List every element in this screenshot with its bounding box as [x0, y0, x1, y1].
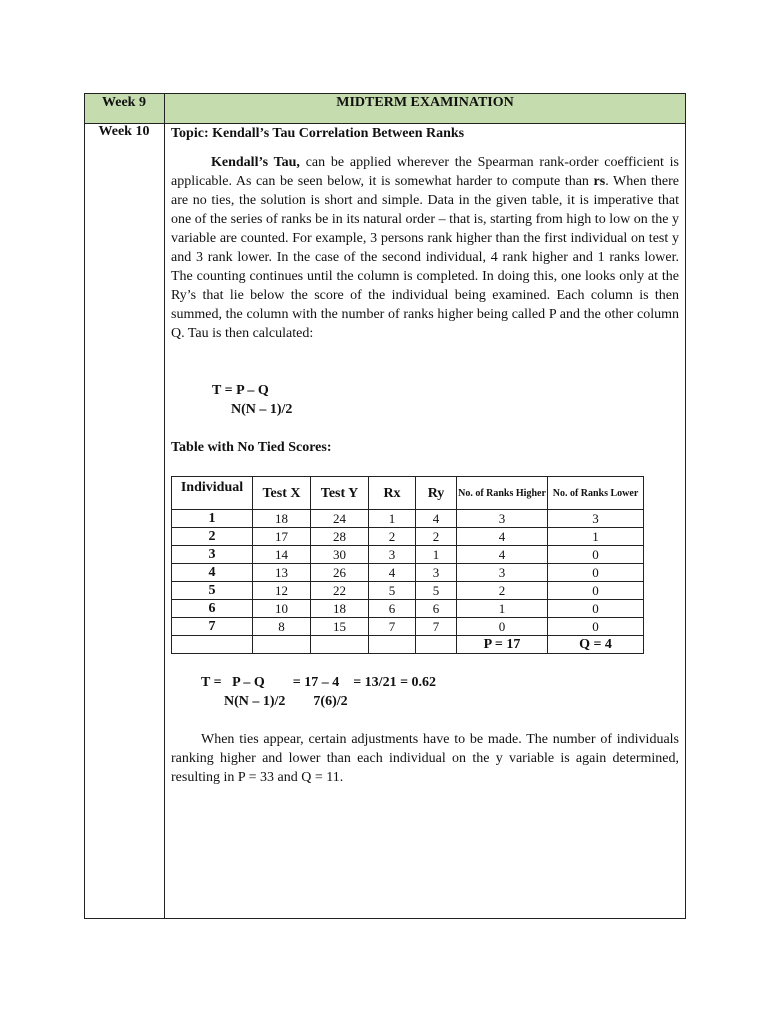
formula2-line1: T = P – Q = 17 – 4 = 13/21 = 0.62 [201, 675, 437, 690]
table-cell: 1 [369, 510, 416, 528]
total-cell [253, 636, 311, 654]
table-cell: 7 [416, 618, 457, 636]
table-cell: 5 [416, 582, 457, 600]
table-cell: 3 [369, 546, 416, 564]
q-total: Q = 4 [548, 636, 644, 654]
individual-cell: 5 [172, 582, 253, 600]
individual-cell: 4 [172, 564, 253, 582]
table-title: Table with No Tied Scores: [171, 440, 332, 455]
topic-heading: Topic: Kendall’s Tau Correlation Between Ranks [171, 126, 465, 141]
table-cell: 2 [416, 528, 457, 546]
table-cell: 3 [416, 564, 457, 582]
table-cell: 4 [457, 546, 548, 564]
intro-text-1: can be applied wherever the Spearman rank-order coefficient is applicable. As can be seen below, it is somewhat harder to compute than [171, 155, 679, 189]
table-row [172, 546, 644, 564]
table-cell: 4 [457, 528, 548, 546]
table-cell: 3 [457, 564, 548, 582]
individual-cell: 7 [172, 618, 253, 636]
table-cell: 13 [253, 564, 311, 582]
table-row [172, 618, 644, 636]
table-cell: 5 [369, 582, 416, 600]
week9-label: Week 9 [102, 95, 146, 110]
table-cell: 18 [253, 510, 311, 528]
midterm-title: MIDTERM EXAMINATION [336, 95, 514, 110]
table-cell: 3 [457, 510, 548, 528]
table-cell: 30 [311, 546, 369, 564]
formula2-line2: N(N – 1)/2 7(6)/2 [224, 694, 348, 709]
individual-cell: 2 [172, 528, 253, 546]
p-total: P = 17 [457, 636, 548, 654]
table-cell: 2 [457, 582, 548, 600]
table-cell: 0 [457, 618, 548, 636]
table-cell: 8 [253, 618, 311, 636]
col-test-y: Test Y [311, 477, 369, 510]
table-row [172, 528, 644, 546]
table-cell: 15 [311, 618, 369, 636]
table-cell: 2 [369, 528, 416, 546]
col-rx: Rx [369, 477, 416, 510]
table-cell: 24 [311, 510, 369, 528]
total-cell [369, 636, 416, 654]
totals-row [172, 636, 644, 654]
table-cell: 14 [253, 546, 311, 564]
table-row [172, 510, 644, 528]
total-cell [311, 636, 369, 654]
ties-paragraph [171, 730, 679, 787]
ranks-table [171, 476, 644, 654]
table-cell: 1 [548, 528, 644, 546]
total-cell [416, 636, 457, 654]
table-row [172, 582, 644, 600]
table-cell: 12 [253, 582, 311, 600]
table-cell: 26 [311, 564, 369, 582]
table-header-row [172, 477, 644, 510]
formula1-numerator: T = P – Q [212, 383, 269, 398]
kendalls-tau-term: Kendall’s Tau, [211, 155, 300, 170]
table-cell: 6 [369, 600, 416, 618]
rs-term: rs [593, 174, 606, 189]
table-cell: 7 [369, 618, 416, 636]
formula1-denominator: N(N – 1)/2 [231, 402, 293, 417]
table-cell: 4 [416, 510, 457, 528]
col-individual: Individual [172, 477, 253, 510]
table-cell: 10 [253, 600, 311, 618]
table-cell: 28 [311, 528, 369, 546]
table-cell: 1 [457, 600, 548, 618]
ties-text: When ties appear, certain adjustments have to be made. The number of individuals ranking higher and lower than each individual on the y variable is again determined, resulting in P = 33 and Q = 11. [171, 732, 679, 785]
total-cell [172, 636, 253, 654]
table-row [172, 600, 644, 618]
intro-text-2: . When there are no ties, the solution is short and simple. Data in the given table, it is imperative that one of the series of ranks be in its natural order – that is, starting from high to low on the y variable are counted. For example, 3 persons rank higher than the first individual on test y and 3 rank lower. In the case of the second individual, 4 rank higher and 1 ranks lower. The counting continues until the column is completed. In doing this, one looks only at the Ry’s that lie below the score of the individual being examined. Each column is then summed, the column with the number of ranks higher being called P and the other column Q. Tau is then calculated: [171, 174, 680, 341]
col-ranks-higher: No. of Ranks Higher [457, 477, 548, 510]
individual-cell: 3 [172, 546, 253, 564]
week10-label: Week 10 [98, 124, 150, 139]
col-ranks-lower: No. of Ranks Lower [548, 477, 644, 510]
table-cell: 22 [311, 582, 369, 600]
column-divider [164, 93, 165, 919]
intro-paragraph [171, 153, 679, 343]
table-cell: 6 [416, 600, 457, 618]
col-test-x: Test X [253, 477, 311, 510]
table-cell: 0 [548, 600, 644, 618]
table-cell: 0 [548, 582, 644, 600]
table-cell: 0 [548, 618, 644, 636]
table-row [172, 564, 644, 582]
table-cell: 1 [416, 546, 457, 564]
table-cell: 0 [548, 546, 644, 564]
table-cell: 3 [548, 510, 644, 528]
table-cell: 18 [311, 600, 369, 618]
table-cell: 0 [548, 564, 644, 582]
individual-cell: 6 [172, 600, 253, 618]
table-cell: 4 [369, 564, 416, 582]
table-cell: 17 [253, 528, 311, 546]
col-ry: Ry [416, 477, 457, 510]
individual-cell: 1 [172, 510, 253, 528]
